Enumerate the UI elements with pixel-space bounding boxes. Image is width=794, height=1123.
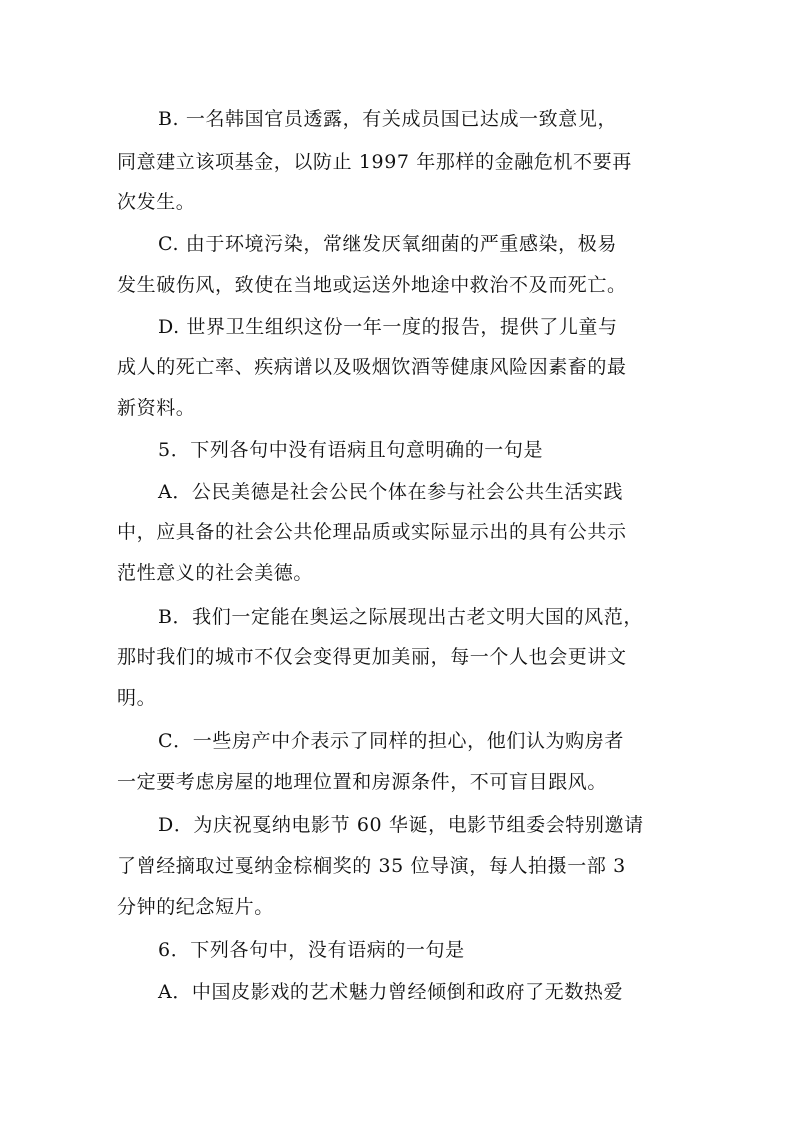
q5-option-a-line-1: A．公民美德是社会公民个体在参与社会公共生活实践 xyxy=(158,481,624,503)
q6-stem: 6．下列各句中，没有语病的一句是 xyxy=(158,939,465,961)
q5-option-c-line-2: 一定要考虑房屋的地理位置和房源条件，不可盲目跟风。 xyxy=(117,771,608,793)
q4-option-c-line-1: C. 由于环境污染，常继发厌氧细菌的严重感染，极易 xyxy=(158,233,617,255)
q5-option-d-line-1: D．为庆祝戛纳电影节 60 华诞，电影节组委会特别邀请 xyxy=(158,814,644,836)
q6-option-a-line-1: A．中国皮影戏的艺术魅力曾经倾倒和政府了无数热爱 xyxy=(158,981,624,1003)
q5-option-a-line-2: 中，应具备的社会公共伦理品质或实际显示出的具有公共示 xyxy=(117,521,627,543)
q5-option-d-line-3: 分钟的纪念短片。 xyxy=(117,896,274,918)
q4-option-d-line-2: 成人的死亡率、疾病谱以及吸烟饮酒等健康风险因素畜的最 xyxy=(117,356,627,378)
q5-option-a-line-3: 范性意义的社会美德。 xyxy=(117,562,314,584)
q5-option-b-line-2: 那时我们的城市不仅会变得更加美丽，每一个人也会更讲文 xyxy=(117,646,627,668)
q4-option-b-line-3: 次发生。 xyxy=(117,191,196,213)
q5-option-d-line-2: 了曾经摘取过戛纳金棕榈奖的 35 位导演，每人拍摄一部 3 xyxy=(117,855,626,877)
q5-option-b-line-3: 明。 xyxy=(117,687,157,709)
q5-stem: 5．下列各句中没有语病且句意明确的一句是 xyxy=(158,439,544,461)
q4-option-c-line-2: 发生破伤风，致使在当地或运送外地途中救治不及而死亡。 xyxy=(117,274,627,296)
q4-option-b-line-2: 同意建立该项基金，以防止 1997 年那样的金融危机不要再 xyxy=(117,151,632,173)
q5-option-b-line-1: B．我们一定能在奥运之际展现出古老文明大国的风范， xyxy=(158,606,643,628)
q4-option-b-line-1: B. 一名韩国官员透露，有关成员国已达成一致意见， xyxy=(158,108,618,130)
q5-option-c-line-1: C．一些房产中介表示了同样的担心，他们认为购房者 xyxy=(158,730,624,752)
q4-option-d-line-3: 新资料。 xyxy=(117,397,196,419)
q4-option-d-line-1: D. 世界卫生组织这份一年一度的报告，提供了儿童与 xyxy=(158,316,618,338)
